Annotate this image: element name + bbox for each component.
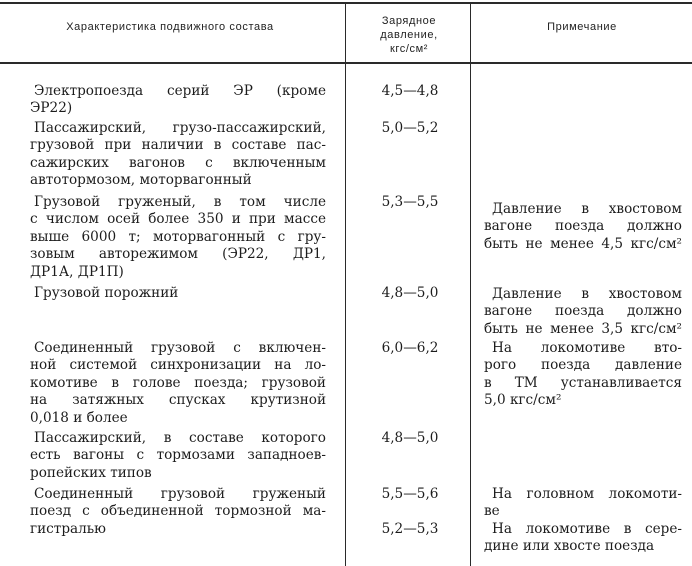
row-5-desc-line-5: 0,018 и более [30,409,128,426]
row-7-pressure: 5,5—5,6 [381,486,439,502]
row-7-desc-line-2: поезд с объединенной тормозной ма- [30,503,326,520]
row-7-pressure-2: 5,2—5,3 [381,521,439,537]
row-5-note-line-3: в ТМ устанавливается [484,374,682,391]
row-3-desc-line-2: с числом осей более 350 и при массе [30,211,326,228]
row-3-note-line-3: быть не менее 4,5 кгс/см² [484,235,682,252]
row-5-desc-line-1: Соединенный грузовой с включен- [34,340,326,356]
row-1-description [30,83,326,118]
row-5-desc-line-3: комотиве в голове поезда; грузовой [30,374,326,391]
row-1-desc-line-1: Электропоезда серий ЭР (кроме [34,83,326,99]
header-pressure-line-3: кгс/см² [389,43,429,55]
header-pressure [350,14,468,56]
row-3-desc-line-4: зовым авторежимом (ЭР22, ДР1, [30,246,326,263]
row-7-description [30,486,326,538]
row-3-desc-line-5: ДР1А, ДР1П) [30,263,124,280]
row-6-desc-line-3: ропейских типов [30,464,152,481]
row-1-pressure: 4,5—4,8 [381,83,439,99]
row-4-pressure: 4,8—5,0 [381,285,439,301]
row-7-desc-line-1: Соединенный грузовой груженый [34,486,326,502]
row-6-pressure: 4,8—5,0 [381,430,439,446]
row-2-desc-line-2: грузовой при наличии в составе пас- [30,137,326,154]
row-5-description [30,340,326,427]
row-3-description [30,194,326,281]
row-6-desc-line-2: есть вагоны с тормозами западноев- [30,447,326,464]
row-3-desc-line-3: выше 6000 т; моторвагонный с гру- [30,228,326,245]
row-4-note [484,286,682,338]
header-pressure-line-1: Зарядное [381,15,437,27]
row-4-desc-line-1: Грузовой порожний [34,285,179,301]
row-3-note-line-2: вагоне поезда должно [484,218,682,235]
header-note: Примечание [547,21,617,33]
row-1-desc-line-2: ЭР22) [30,100,73,117]
row-6-description [30,430,326,482]
header-characteristic: Характеристика подвижного состава [66,21,274,33]
row-3-note-line-1: Давление в хвостовом [492,201,682,217]
row-5-note-line-4: 5,0 кгс/см² [484,392,562,409]
row-7-desc-line-3: гистралью [30,520,106,537]
row-7-note-line-2: ве [484,503,500,520]
row-5-pressure: 6,0—6,2 [381,340,439,356]
row-2-desc-line-3: сажирских вагонов с включенным [30,154,326,171]
column-divider-2 [470,2,471,566]
row-5-desc-line-2: ной системой синхронизации на ло- [30,357,326,374]
column-divider-1 [345,2,346,566]
header-pressure-line-2: давление, [380,29,438,41]
row-3-pressure: 5,3—5,5 [381,194,439,210]
row-2-desc-line-4: автотормозом, моторвагонный [30,172,252,189]
row-7-note2-line-1: На локомотиве в сере- [492,521,682,537]
row-4-note-line-3: быть не менее 3,5 кгс/см² [484,320,682,337]
row-2-desc-line-1: Пассажирский, грузо-пассажирский, [34,120,326,136]
row-7-note2-line-2: дине или хвосте поезда [484,538,655,555]
row-2-description [30,120,326,190]
row-7-note [484,486,682,521]
row-4-note-line-1: Давление в хвостовом [492,286,682,302]
row-7-note-2 [484,521,682,556]
row-5-note-line-2: рого поезда давление [484,357,682,374]
row-5-note [484,340,682,410]
row-2-pressure: 5,0—5,2 [381,120,439,136]
row-4-note-line-2: вагоне поезда должно [484,303,682,320]
row-3-note [484,201,682,253]
row-5-desc-line-4: на затяжных спусках крутизной [30,392,326,409]
row-3-desc-line-1: Грузовой груженый, в том числе [34,194,326,210]
row-6-desc-line-1: Пассажирский, в составе которого [34,430,326,446]
row-4-description [30,285,326,302]
row-7-note-line-1: На головном локомоти- [492,486,682,502]
row-5-note-line-1: На локомотиве вто- [492,340,682,356]
